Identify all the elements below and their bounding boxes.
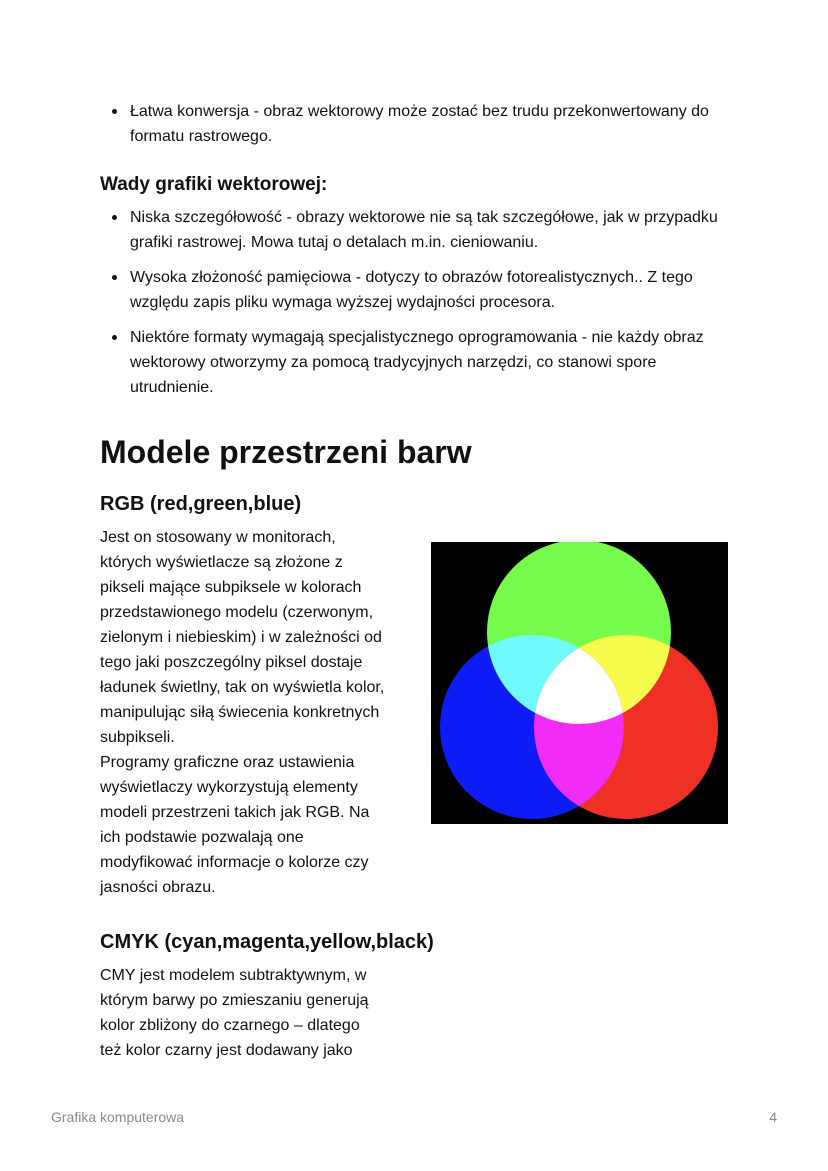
advantages-list-tail (100, 99, 730, 149)
list-item: Niska szczegółowość - obrazy wektorowe nie są tak szczegółowe, jak w przypadku grafiki rastrowej. Mowa tutaj o detalach m.in. cieniowaniu. (100, 205, 740, 255)
rgb-heading: RGB (red,green,blue) (100, 493, 302, 515)
disadvantages-list (100, 205, 740, 400)
list-item: Łatwa konwersja - obraz wektorowy może zostać bez trudu przekonwertowany do formatu rastrowego. (100, 99, 730, 149)
disadvantages-heading: Wady grafiki wektorowej: (100, 174, 328, 195)
rgb-additive-diagram (431, 542, 728, 824)
cmyk-heading: CMYK (cyan,magenta,yellow,black) (100, 931, 434, 953)
cmyk-paragraph: CMY jest modelem subtraktywnym, w którym barwy po zmieszaniu generują kolor zbliżony do czarnego – dlatego też kolor czarny jest dodawany jako (100, 967, 369, 1059)
rgb-circles-svg (431, 542, 728, 824)
section-title: Modele przestrzeni barw (100, 434, 472, 470)
rgb-paragraph: Jest on stosowany w monitorach, których wyświetlacze są złożone z pikseli mające subpiksele w kolorach przedstawionego modelu (czerwonym, zielonym i niebieskim) i w zależności od tego jaki poszczególny piksel dostaje ładunek świetlny, tak on wyświetla kolor, manipulując siłą świecenia konkretnych subpikseli. Programy graficzne oraz ustawienia wyświetlaczy wykorzystują elementy modeli przestrzeni takich jak RGB. Na ich podstawie pozwalają one modyfikować informacje o kolorze czy jasności obrazu. (100, 529, 385, 896)
list-item: Wysoka złożoność pamięciowa - dotyczy to obrazów fotorealistycznych.. Z tego względu zapis pliku wymaga wyższej wydajności procesora. (100, 265, 740, 315)
page-number: 4 (769, 1109, 777, 1125)
list-item: Niektóre formaty wymagają specjalistycznego oprogramowania - nie każdy obraz wektorowy otworzymy za pomocą tradycyjnych narzędzi, co stanowi spore utrudnienie. (100, 325, 740, 400)
footer-title: Grafika komputerowa (51, 1109, 185, 1125)
